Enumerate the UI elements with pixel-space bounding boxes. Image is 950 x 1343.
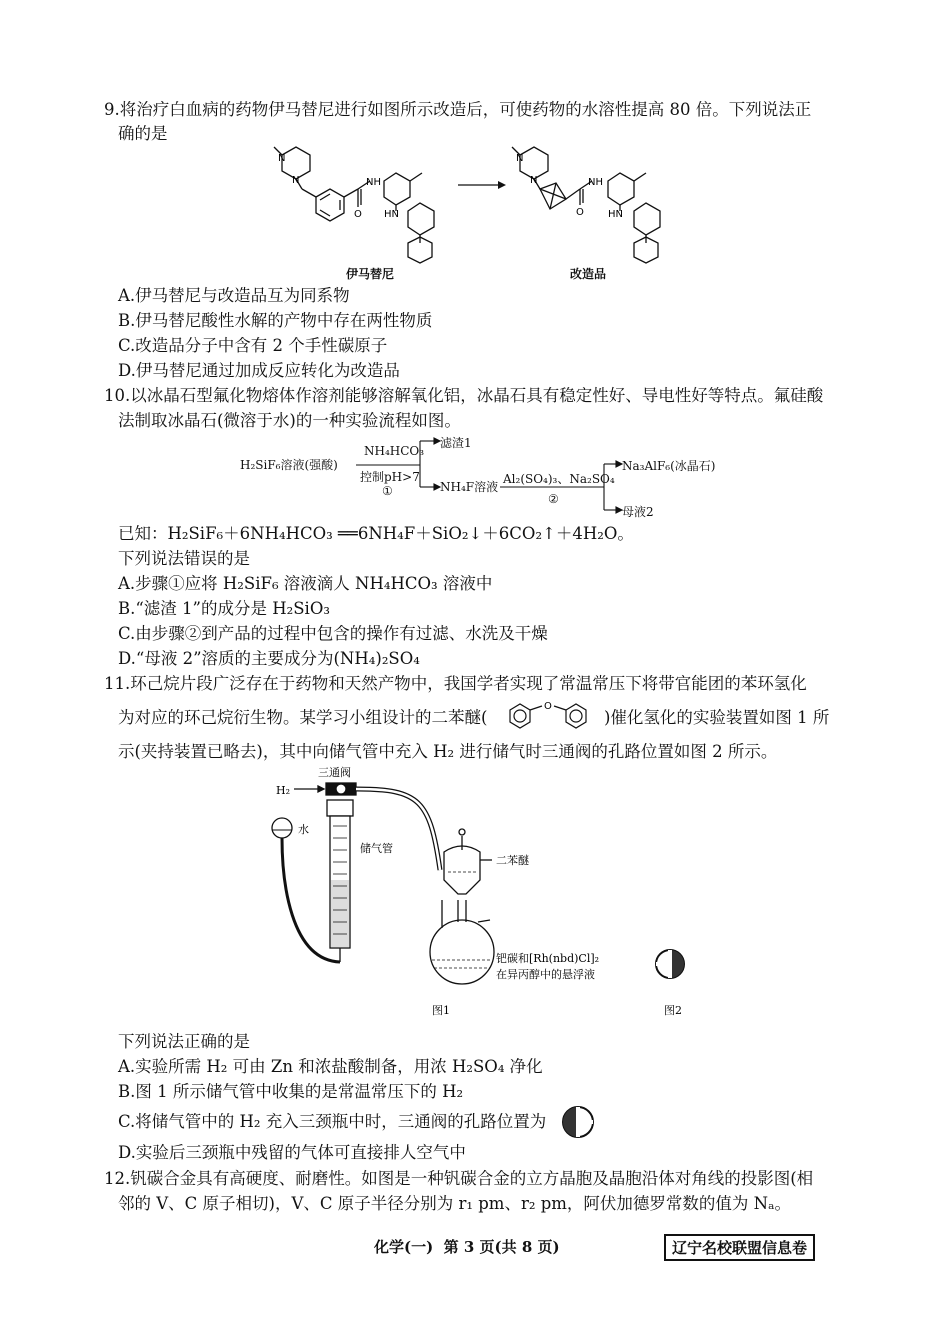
- q11-option-d: D.实验后三颈瓶中残留的气体可直接排人空气中: [118, 1143, 466, 1162]
- flow-start: H₂SiF₆溶液(强酸): [240, 458, 338, 472]
- q9-option-d: D.伊马替尼通过加成反应转化为改造品: [118, 361, 400, 380]
- q9-option-a: A.伊马替尼与改造品互为同系物: [118, 286, 350, 305]
- flow-reagent1: NH₄HCO₃: [364, 444, 425, 458]
- flow-reagent2: Al₂(SO₄)₃、Na₂SO₄: [503, 472, 615, 486]
- flow-step2: ②: [548, 492, 559, 506]
- mol-n-label: N: [278, 153, 286, 164]
- flow-step1: ①: [382, 484, 393, 498]
- flow-mother: 母液2: [622, 505, 654, 519]
- svg-text:NH: NH: [588, 177, 603, 188]
- mol-hn-label-2: HN: [608, 209, 623, 220]
- q9-option-c: C.改造品分子中含有 2 个手性碳原子: [118, 336, 388, 355]
- label-imatinib: 伊马替尼: [346, 267, 395, 281]
- mol-hn-label: HN: [384, 209, 399, 220]
- q10-stem-line2: 法制取冰晶石(微溶于水)的一种实验流程如图。: [118, 411, 461, 430]
- fig-susp-line1: 钯碳和[Rh(nbd)Cl]₂: [496, 952, 600, 965]
- q11-ask: 下列说法正确的是: [118, 1032, 250, 1051]
- q12-stem-line2: 邻的 V、C 原子相切)，V、C 原子半径分别为 r₁ pm、r₂ pm，阿伏加德罗常数的值为 Nₐ。: [118, 1194, 791, 1213]
- fig-susp-line2: 在异丙醇中的悬浮液: [496, 968, 595, 981]
- q10-ask: 下列说法错误的是: [118, 549, 250, 568]
- svg-text:NH: NH: [366, 177, 381, 188]
- q9-stem-line2: 确的是: [118, 124, 168, 143]
- fig2-label: 图2: [664, 1004, 682, 1017]
- q11-stem-line3: 示(夹持装置已略去)，其中向储气管中充入 H₂ 进行储气时三通阀的孔路位置如图 2 所示。: [118, 742, 778, 761]
- q10-option-b: B.“滤渣 1”的成分是 H₂SiO₃: [118, 599, 330, 618]
- fig-h2-label: H₂: [276, 784, 291, 797]
- q11-option-c: C.将储气管中的 H₂ 充入三颈瓶中时，三通阀的孔路位置为: [118, 1112, 547, 1131]
- q10-option-c: C.由步骤②到产品的过程中包含的操作有过滤、水洗及干燥: [118, 624, 548, 643]
- flow-product: Na₃AlF₆(冰晶石): [622, 459, 716, 473]
- q10-stem-line1: 10.以冰晶石型氟化物熔体作溶剂能够溶解氧化铝，冰晶石具有稳定性好、导电性好等特点。氟硅酸: [104, 386, 824, 405]
- mol-o-label: O: [354, 209, 362, 220]
- label-modified: 改造品: [570, 267, 607, 281]
- q10-option-d: D.“母液 2”溶质的主要成分为(NH₄)₂SO₄: [118, 649, 420, 668]
- q12-stem-line1: 12.钒碳合金具有高硬度、耐磨性。如图是一种钒碳合金的立方晶胞及晶胞沿体对角线的投影图(相: [104, 1169, 814, 1188]
- q9-option-b: B.伊马替尼酸性水解的产物中存在两性物质: [118, 311, 433, 330]
- flow-mid: NH₄F溶液: [440, 480, 499, 494]
- fig-tube-label: 储气管: [360, 842, 393, 855]
- fig-valve-label: 三通阀: [318, 766, 351, 779]
- q11-option-a: A.实验所需 H₂ 可由 Zn 和浓盐酸制备，用浓 H₂SO₄ 净化: [118, 1057, 543, 1076]
- fig1-label: 图1: [432, 1004, 450, 1017]
- valve-position-icon: [560, 1104, 596, 1140]
- fig-ether-label: 二苯醚: [496, 854, 529, 867]
- svg-text:N: N: [516, 153, 524, 164]
- flow-cond1: 控制pH>7: [360, 470, 420, 484]
- svg-text:O: O: [576, 207, 584, 218]
- page-number: 化学(一) 第 3 页(共 8 页): [374, 1238, 560, 1256]
- brand-badge: 辽宁名校联盟信息卷: [664, 1234, 815, 1261]
- flow-residue: 滤渣1: [440, 436, 472, 450]
- fig-water-label: 水: [298, 823, 309, 836]
- q11-stem-line1: 11.环己烷片段广泛存在于药物和天然产物中，我国学者实现了常温常压下将带官能团的苯环氢化: [104, 674, 807, 693]
- svg-text:N: N: [530, 175, 538, 186]
- q11-option-b: B.图 1 所示储气管中收集的是常温常压下的 H₂: [118, 1082, 464, 1101]
- q11-stem-line2a: 为对应的环己烷衍生物。某学习小组设计的二苯醚(: [118, 708, 488, 727]
- q10-option-a: A.步骤①应将 H₂SiF₆ 溶液滴人 NH₄HCO₃ 溶液中: [118, 574, 493, 593]
- ether-o-label: O: [544, 701, 552, 712]
- q11-stem-line2b: )催化氢化的实验装置如图 1 所: [604, 708, 830, 727]
- q9-stem-line1: 9.将治疗白血病的药物伊马替尼进行如图所示改造后，可使药物的水溶性提高 80 倍。下列说法正: [104, 100, 812, 119]
- mol-n-label-2: N: [292, 175, 300, 186]
- q10-known: 已知：H₂SiF₆＋6NH₄HCO₃ ══6NH₄F＋SiO₂↓＋6CO₂↑＋4H₂O。: [118, 524, 634, 543]
- fig2-valve-icon: [656, 950, 684, 978]
